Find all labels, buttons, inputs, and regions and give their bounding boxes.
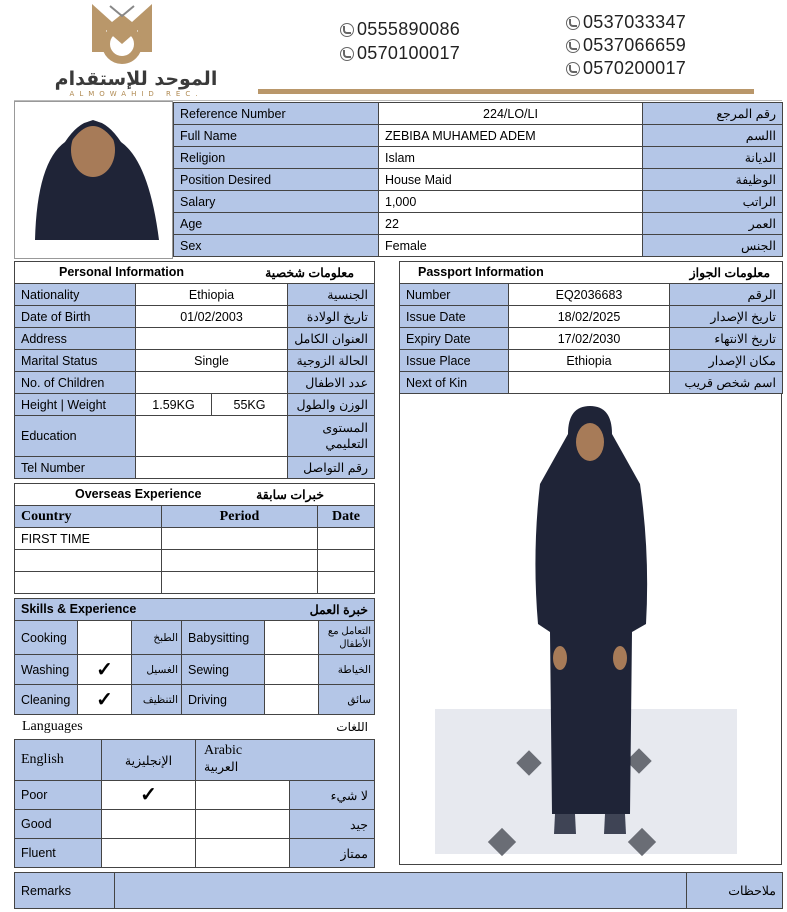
table-row bbox=[15, 394, 375, 416]
label-nationality: Nationality bbox=[15, 284, 136, 306]
skill-babysitting-ar: التعامل مع الأطفال bbox=[319, 621, 375, 655]
section-header bbox=[15, 484, 375, 506]
value-age: 22 bbox=[379, 213, 643, 235]
value-issue-date: 18/02/2025 bbox=[509, 306, 670, 328]
label-address: Address bbox=[15, 328, 136, 350]
table-row bbox=[15, 416, 375, 457]
phone-icon bbox=[340, 47, 354, 61]
cell-period bbox=[162, 550, 318, 572]
overseas-experience-table bbox=[14, 483, 375, 594]
label-full-name-ar: االسم bbox=[643, 125, 783, 147]
column-header-country: Country bbox=[15, 506, 162, 528]
table-row bbox=[15, 528, 375, 550]
label-salary-ar: الراتب bbox=[643, 191, 783, 213]
section-title-overseas-ar: خبرات سابقة bbox=[256, 488, 324, 502]
table-row bbox=[15, 306, 375, 328]
section-title-passport-ar: معلومات الجواز bbox=[689, 266, 771, 280]
skill-cleaning-check: ✓ bbox=[78, 685, 132, 715]
cell-period bbox=[162, 528, 318, 550]
label-tel: Tel Number bbox=[15, 457, 136, 479]
skill-sewing-ar: الخياطة bbox=[319, 655, 375, 685]
skill-cooking-check bbox=[78, 621, 132, 655]
label-position-ar: الوظيفة bbox=[643, 169, 783, 191]
table-row bbox=[400, 350, 783, 372]
level-poor-ar: لا شيء bbox=[290, 781, 375, 810]
label-dob: Date of Birth bbox=[15, 306, 136, 328]
label-religion: Religion bbox=[174, 147, 379, 169]
table-row bbox=[15, 655, 375, 685]
table-row bbox=[174, 169, 783, 191]
skill-driving-ar: سائق bbox=[319, 685, 375, 715]
section-title-skills: Skills & Experience bbox=[21, 602, 137, 616]
label-issue-date-ar: تاريخ الإصدار bbox=[670, 306, 783, 328]
value-tel bbox=[136, 457, 288, 479]
skill-sewing: Sewing bbox=[182, 655, 265, 685]
value-issue-place: Ethiopia bbox=[509, 350, 670, 372]
label-reference-number: Reference Number bbox=[174, 103, 379, 125]
arabic-poor-cell bbox=[196, 781, 290, 810]
phone-number: 0570100017 bbox=[340, 43, 460, 64]
skill-cooking: Cooking bbox=[15, 621, 78, 655]
label-remarks: Remarks bbox=[15, 873, 115, 909]
label-tel-ar: رقم التواصل bbox=[288, 457, 375, 479]
label-education-ar: المستوى التعليمي bbox=[288, 416, 375, 457]
value-religion: Islam bbox=[379, 147, 643, 169]
label-expiry-date: Expiry Date bbox=[400, 328, 509, 350]
value-expiry-date: 17/02/2030 bbox=[509, 328, 670, 350]
table-row bbox=[15, 873, 783, 909]
table-header-row bbox=[15, 740, 375, 781]
phone-icon bbox=[566, 39, 580, 53]
table-row bbox=[15, 839, 375, 868]
label-education: Education bbox=[15, 416, 136, 457]
value-weight: 55KG bbox=[212, 394, 288, 416]
value-reference-number: 224/LO/LI bbox=[379, 103, 643, 125]
level-fluent-ar: ممتاز bbox=[290, 839, 375, 868]
skill-washing: Washing bbox=[15, 655, 78, 685]
label-next-of-kin: Next of Kin bbox=[400, 372, 509, 394]
cell-country bbox=[15, 550, 162, 572]
label-children: No. of Children bbox=[15, 372, 136, 394]
top-info-table bbox=[173, 102, 783, 257]
label-height-weight-ar: الوزن والطول bbox=[288, 394, 375, 416]
table-row bbox=[400, 372, 783, 394]
value-children bbox=[136, 372, 288, 394]
skill-babysitting-check bbox=[265, 621, 319, 655]
skill-cleaning-ar: التنظيف bbox=[132, 685, 182, 715]
cell-period bbox=[162, 572, 318, 594]
level-good-ar: جيد bbox=[290, 810, 375, 839]
section-title-personal-ar: معلومات شخصية bbox=[265, 266, 355, 280]
label-dob-ar: تاريخ الولادة bbox=[288, 306, 375, 328]
table-row bbox=[15, 284, 375, 306]
table-row bbox=[15, 685, 375, 715]
label-age: Age bbox=[174, 213, 379, 235]
table-row bbox=[174, 213, 783, 235]
skill-driving-check bbox=[265, 685, 319, 715]
column-header-date: Date bbox=[318, 506, 375, 528]
phone-number: 0537066659 bbox=[566, 35, 686, 56]
value-salary: 1,000 bbox=[379, 191, 643, 213]
languages-header bbox=[14, 716, 374, 738]
english-good-cell bbox=[102, 810, 196, 839]
company-name-english: ALMOWAHID REC. bbox=[69, 90, 203, 98]
section-title-languages-ar: اللغات bbox=[336, 720, 368, 734]
label-full-name: Full Name bbox=[174, 125, 379, 147]
remarks-table bbox=[14, 872, 783, 909]
level-good: Good bbox=[15, 810, 102, 839]
section-title-skills-ar: خبرة العمل bbox=[309, 603, 369, 617]
value-address bbox=[136, 328, 288, 350]
english-fluent-cell bbox=[102, 839, 196, 868]
section-header bbox=[15, 599, 375, 621]
label-next-of-kin-ar: اسم شخص قريب bbox=[670, 372, 783, 394]
skill-sewing-check bbox=[265, 655, 319, 685]
phone-number: 0555890086 bbox=[340, 19, 460, 40]
table-row bbox=[15, 781, 375, 810]
section-title-personal: Personal Information bbox=[59, 265, 185, 279]
value-sex: Female bbox=[379, 235, 643, 257]
value-passport-number: EQ2036683 bbox=[509, 284, 670, 306]
passport-info-table bbox=[399, 261, 783, 394]
level-fluent: Fluent bbox=[15, 839, 102, 868]
label-passport-number: Number bbox=[400, 284, 509, 306]
personal-info-table bbox=[14, 261, 375, 479]
table-row bbox=[15, 810, 375, 839]
label-age-ar: العمر bbox=[643, 213, 783, 235]
phone-number: 0570200017 bbox=[566, 58, 686, 79]
value-next-of-kin bbox=[509, 372, 670, 394]
cell-country bbox=[15, 572, 162, 594]
full-body-photo-frame bbox=[399, 393, 782, 865]
header-divider bbox=[258, 89, 754, 94]
label-marital-ar: الحالة الزوجية bbox=[288, 350, 375, 372]
level-poor: Poor bbox=[15, 781, 102, 810]
company-name-arabic: الموحد للإستقدام bbox=[54, 68, 218, 90]
cell-country: FIRST TIME bbox=[15, 528, 162, 550]
skill-babysitting: Babysitting bbox=[182, 621, 265, 655]
lang-english-ar: الإنجليزية bbox=[102, 740, 196, 781]
table-row bbox=[174, 191, 783, 213]
portrait-photo bbox=[15, 102, 172, 258]
table-row bbox=[15, 457, 375, 479]
phone-icon bbox=[340, 23, 354, 37]
label-salary: Salary bbox=[174, 191, 379, 213]
label-remarks-ar: ملاحظات bbox=[687, 873, 783, 909]
label-issue-date: Issue Date bbox=[400, 306, 509, 328]
value-position: House Maid bbox=[379, 169, 643, 191]
label-sex: Sex bbox=[174, 235, 379, 257]
table-row bbox=[15, 328, 375, 350]
value-height: 1.59KG bbox=[136, 394, 212, 416]
value-education bbox=[136, 416, 288, 457]
phone-number: 0537033347 bbox=[566, 12, 686, 33]
table-row bbox=[15, 372, 375, 394]
table-row bbox=[174, 147, 783, 169]
cell-date bbox=[318, 550, 375, 572]
skill-cooking-ar: الطبخ bbox=[132, 621, 182, 655]
section-title-passport: Passport Information bbox=[418, 265, 544, 279]
label-sex-ar: الجنس bbox=[643, 235, 783, 257]
portrait-photo-frame bbox=[14, 101, 173, 259]
table-row bbox=[174, 235, 783, 257]
value-marital: Single bbox=[136, 350, 288, 372]
skill-driving: Driving bbox=[182, 685, 265, 715]
label-nationality-ar: الجنسية bbox=[288, 284, 375, 306]
arabic-fluent-cell bbox=[196, 839, 290, 868]
column-header-period: Period bbox=[162, 506, 318, 528]
value-remarks bbox=[115, 873, 687, 909]
table-row bbox=[400, 284, 783, 306]
lang-english: English bbox=[15, 740, 102, 781]
skills-table bbox=[14, 598, 375, 715]
label-passport-number-ar: الرقم bbox=[670, 284, 783, 306]
table-row bbox=[400, 328, 783, 350]
table-row bbox=[15, 550, 375, 572]
label-children-ar: عدد الاطفال bbox=[288, 372, 375, 394]
table-row bbox=[174, 103, 783, 125]
table-row bbox=[15, 572, 375, 594]
section-header bbox=[400, 262, 783, 284]
value-full-name: ZEBIBA MUHAMED ADEM bbox=[379, 125, 643, 147]
table-header-row bbox=[15, 506, 375, 528]
value-nationality: Ethiopia bbox=[136, 284, 288, 306]
skill-washing-check: ✓ bbox=[78, 655, 132, 685]
label-marital: Marital Status bbox=[15, 350, 136, 372]
value-dob: 01/02/2003 bbox=[136, 306, 288, 328]
skill-cleaning: Cleaning bbox=[15, 685, 78, 715]
label-position: Position Desired bbox=[174, 169, 379, 191]
phone-icon bbox=[566, 16, 580, 30]
label-issue-place: Issue Place bbox=[400, 350, 509, 372]
section-title-overseas: Overseas Experience bbox=[75, 487, 202, 501]
skill-washing-ar: الغسيل bbox=[132, 655, 182, 685]
label-height-weight: Height | Weight bbox=[15, 394, 136, 416]
table-row bbox=[400, 306, 783, 328]
cell-date bbox=[318, 572, 375, 594]
label-religion-ar: الديانة bbox=[643, 147, 783, 169]
label-address-ar: العنوان الكامل bbox=[288, 328, 375, 350]
arabic-good-cell bbox=[196, 810, 290, 839]
english-poor-check: ✓ bbox=[102, 781, 196, 810]
label-reference-number-ar: رقم المرجع bbox=[643, 103, 783, 125]
section-header bbox=[15, 262, 375, 284]
table-row bbox=[15, 621, 375, 655]
languages-table bbox=[14, 739, 375, 868]
lang-arabic-ar: العربية bbox=[204, 760, 239, 774]
cell-date bbox=[318, 528, 375, 550]
full-body-photo bbox=[400, 394, 781, 864]
label-issue-place-ar: مكان الإصدار bbox=[670, 350, 783, 372]
section-title-languages: Languages bbox=[22, 719, 83, 734]
label-expiry-date-ar: تاريخ الانتهاء bbox=[670, 328, 783, 350]
table-row bbox=[15, 350, 375, 372]
table-row bbox=[174, 125, 783, 147]
lang-arabic: Arabic bbox=[204, 743, 243, 758]
phone-icon bbox=[566, 62, 580, 76]
